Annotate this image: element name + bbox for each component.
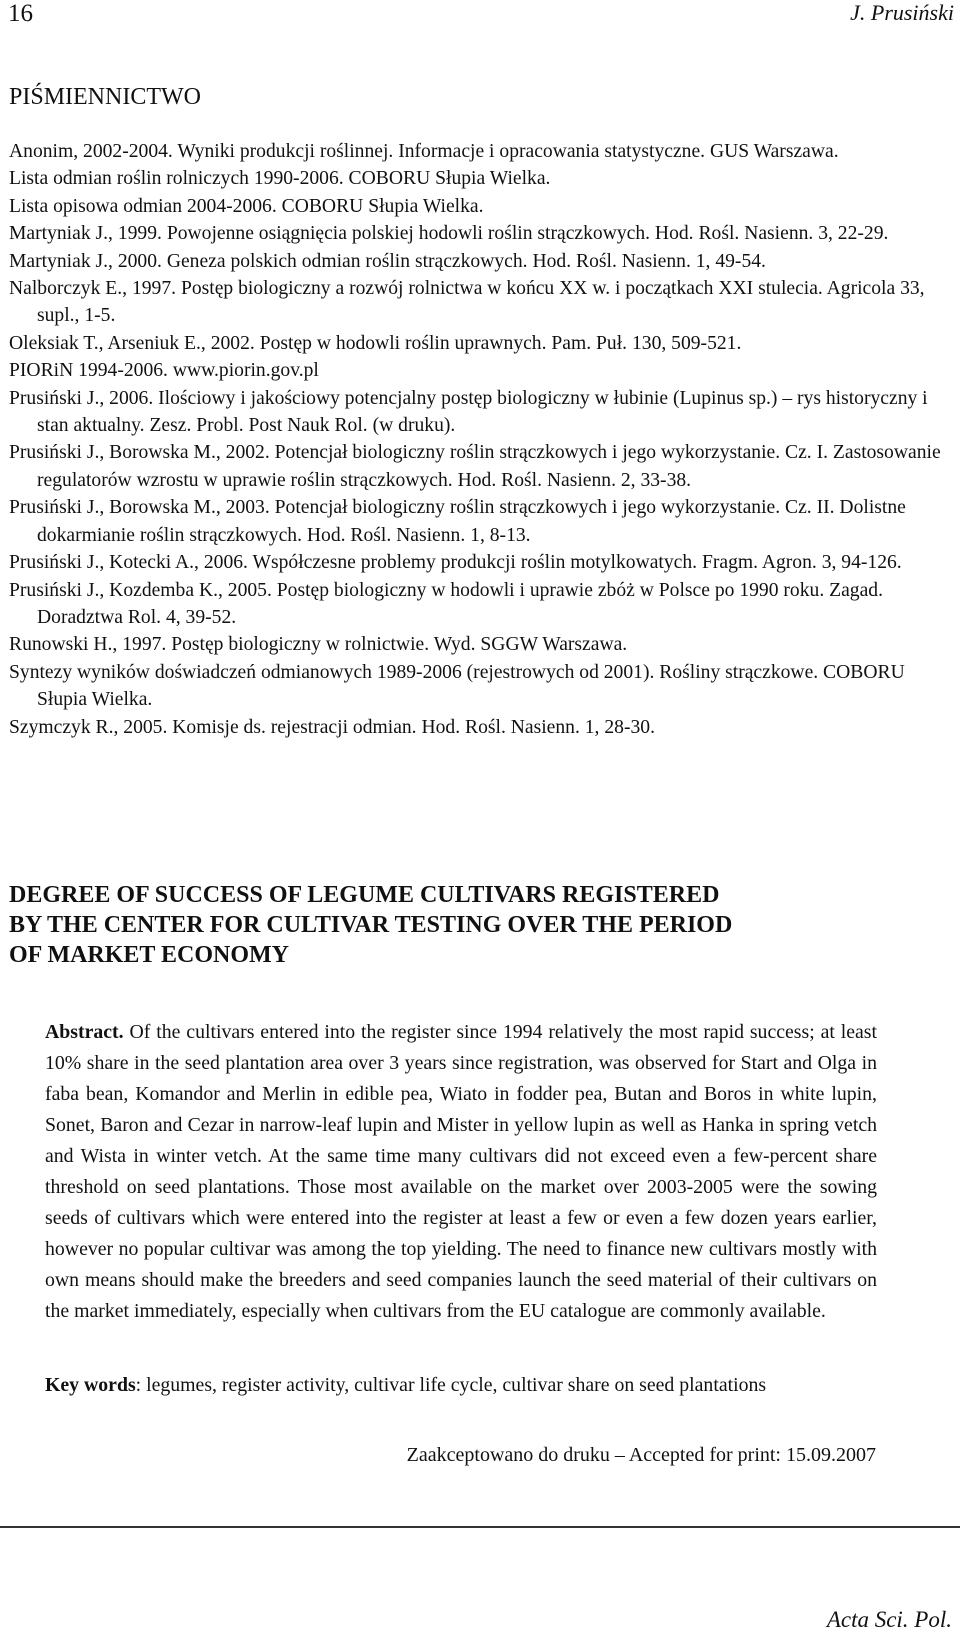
reference-item: Anonim, 2002-2004. Wyniki produkcji roślinnej. Informacje i opracowania statystyczne. GUS Warszawa. (9, 141, 839, 162)
english-title-line: BY THE CENTER FOR CULTIVAR TESTING OVER THE PERIOD (9, 912, 733, 938)
footer-journal: Acta Sci. Pol. (826, 1607, 952, 1632)
abstract-label: Abstract. (45, 1021, 124, 1043)
keywords (45, 1371, 877, 1400)
reference-item: Syntezy wyników doświadczeń odmianowych 1989-2006 (rejestrowych od 2001). Rośliny strączkowe. COBORU Słupia Wielka. (9, 661, 905, 711)
keywords-label: Key words (45, 1374, 136, 1396)
reference-item: Prusiński J., Borowska M., 2003. Potencjał biologiczny roślin strączkowych i jego wykorzystanie. Cz. II. Dolistne dokarmianie roślin strączkowych. Hod. Rośl. Nasienn. 1, 8-13. (9, 497, 906, 546)
reference-item: Martyniak J., 1999. Powojenne osiągnięcia polskiej hodowli roślin strączkowych. Hod. Rośl. Nasienn. 3, 22-29. (9, 223, 889, 245)
reference-item: Prusiński J., Kozdemba K., 2005. Postęp biologiczny w hodowli i uprawie zbóż w Polsce po 1990 roku. Zagad. Doradztwa Rol. 4, 39-52. (9, 579, 883, 628)
english-title-line: OF MARKET ECONOMY (9, 942, 289, 968)
keywords-text: : legumes, register activity, cultivar life cycle, cultivar share on seed plantations (135, 1374, 767, 1396)
running-head-author: J. Prusiński (850, 0, 954, 25)
references-list (9, 138, 949, 741)
reference-item: PIORiN 1994-2006. www.piorin.gov.pl (9, 360, 319, 382)
reference-item: Lista odmian roślin rolniczych 1990-2006. COBORU Słupia Wielka. (9, 168, 551, 190)
reference-item: Oleksiak T., Arseniuk E., 2002. Postęp w hodowli roślin uprawnych. Pam. Puł. 130, 509-521. (9, 332, 742, 354)
reference-item: Martyniak J., 2000. Geneza polskich odmian roślin strączkowych. Hod. Rośl. Nasienn. 1, 49-54. (9, 250, 766, 272)
references-heading: PIŚMIENNICTWO (9, 84, 201, 110)
english-title-line: DEGREE OF SUCCESS OF LEGUME CULTIVARS REGISTERED (9, 882, 720, 908)
reference-item: Prusiński J., Borowska M., 2002. Potencjał biologiczny roślin strączkowych i jego wykorzystanie. Cz. I. Zastosowanie regulatorów wzrostu w uprawie roślin strączkowych. Hod. Rośl. Nasienn. 2, 33-38. (9, 442, 941, 491)
abstract (45, 1017, 877, 1327)
reference-item: Prusiński J., Kotecki A., 2006. Współczesne problemy produkcji roślin motylkowatych. Fragm. Agron. 3, 94-126. (9, 552, 902, 574)
abstract-text: Of the cultivars entered into the register since 1994 relatively the most rapid success; at least 10% share in the seed plantation area over 3 years since registration, was observed for Start and Olga in faba bean, Komandor and Merlin in edible pea, Wiato in fodder pea, Butan and Boros in white lupin, Sonet, Baron and Cezar in narrow-leaf lupin and Mister in yellow lupin as well as Hanka in spring vetch and Wista in winter vetch. At the same time many cultivars did not exceed even a few-percent share threshold on seed plantations. Those most available on the market over 2003-2005 were the sowing seeds of cultivars which were entered into the register at least a few or even a few dozen years earlier, however no popular cultivar was among the top yielding. The need to finance new cultivars mostly with own means should make the breeders and seed companies launch the seed material of their cultivars on the market immediately, especially when cultivars from the EU catalogue are commonly available. (45, 1021, 877, 1322)
english-title (9, 880, 949, 970)
accepted-date: Zaakceptowano do druku – Accepted for print: 15.09.2007 (406, 1444, 876, 1466)
page-number: 16 (8, 0, 33, 27)
reference-item: Prusiński J., 2006. Ilościowy i jakościowy potencjalny postęp biologiczny w łubinie (Lupinus sp.) – rys historyczny i stan aktualny. Zesz. Probl. Post Nauk Rol. (w druku). (9, 387, 928, 437)
reference-item: Lista opisowa odmian 2004-2006. COBORU Słupia Wielka. (9, 195, 484, 217)
reference-item: Nalborczyk E., 1997. Postęp biologiczny a rozwój rolnictwa w końcu XX w. i początkach XXI stulecia. Agricola 33, supl., 1-5. (9, 278, 925, 327)
reference-item: Runowski H., 1997. Postęp biologiczny w rolnictwie. Wyd. SGGW Warszawa. (9, 634, 628, 656)
reference-item: Szymczyk R., 2005. Komisje ds. rejestracji odmian. Hod. Rośl. Nasienn. 1, 28-30. (9, 716, 655, 738)
footer-rule (0, 1526, 960, 1528)
